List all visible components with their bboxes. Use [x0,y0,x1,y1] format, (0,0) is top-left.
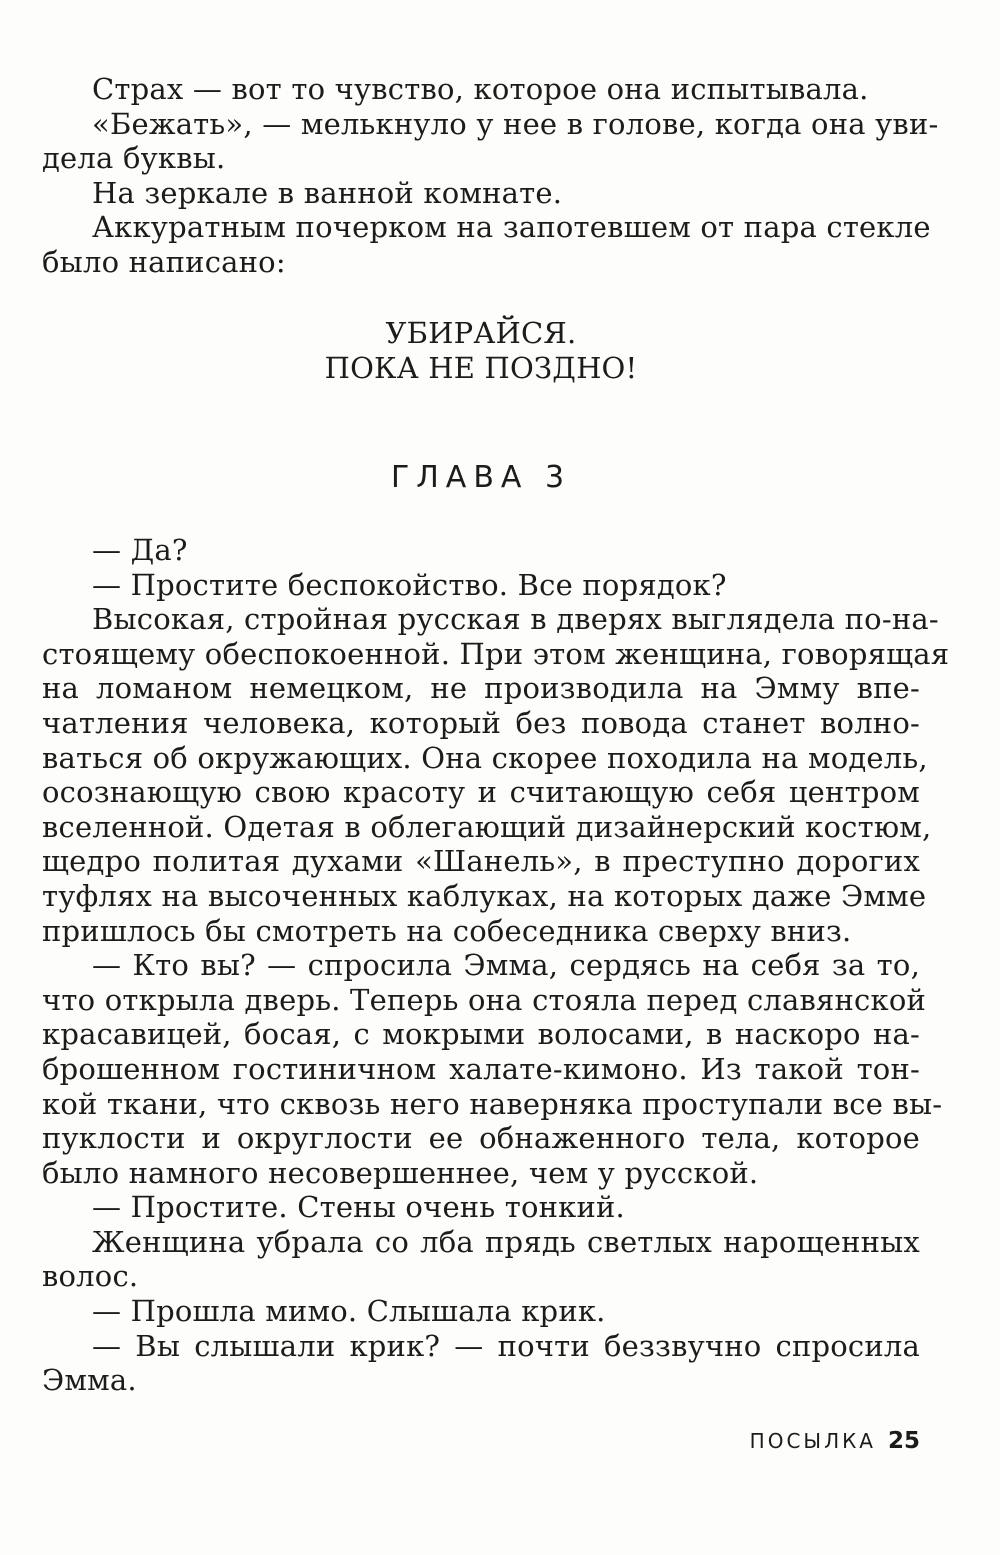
text-line: пришлось бы смотреть на собеседника сверху вниз. [42,913,852,948]
text-line: На зеркале в ванной комнате. [92,175,563,210]
text-line: брошенном гостиничном халате-кимоно. Из такой тон- [42,1051,920,1086]
page-number: 25 [887,1428,920,1454]
paragraph-block-1 [42,72,939,280]
text-line: на ломаном немецком, не производила на Эмму впе- [42,671,920,706]
text-line: Высокая, стройная русская в дверях выглядела по-на- [92,602,939,637]
text-line: было намного несовершеннее, чем у русской. [42,1155,759,1190]
text-line: стоящему обеспокоенной. При этом женщина, говорящая [42,636,950,671]
text-line: «Бежать», — мелькнуло у нее в голове, когда она уви- [92,106,939,141]
paragraph-block-2 [42,533,950,1398]
text-line: — Простите. Стены очень тонкий. [92,1190,625,1225]
text-line: осознающую свою красоту и считающую себя центром [42,775,920,810]
text-line: туфлях на высоченных каблуках, на которых даже Эмме [42,878,927,913]
text-line: дела буквы. [42,141,226,176]
running-title: ПОСЫЛКА [749,1429,876,1453]
text-line: чатления человека, который без повода станет волно- [42,705,920,740]
text-line: кой ткани, что сквозь него наверняка проступали все вы- [42,1086,943,1121]
text-line: — Да? [92,533,188,567]
mirror-message-line: ПОКА НЕ ПОЗДНО! [324,350,638,385]
text-line: — Прошла мимо. Слышала крик. [92,1294,606,1329]
chapter-heading: ГЛАВА 3 [390,460,572,495]
text-line: щедро политая духами «Шанель», в преступно дорогих [42,844,920,879]
text-line: Женщина убрала со лба прядь светлых нарощенных [92,1224,920,1259]
text-line: красавицей, босая, с мокрыми волосами, в наскоро на- [42,1017,920,1052]
text-line: — Простите беспокойство. Все порядок? [92,567,727,602]
text-line: Страх — вот то чувство, которое она испытывала. [92,72,869,106]
text-line: пуклости и округлости ее обнаженного тела, которое [42,1121,920,1156]
text-line: что открыла дверь. Теперь она стояла перед славянской [42,982,927,1017]
mirror-message [42,316,920,385]
text-line: вселенной. Одетая в облегающий дизайнерский костюм, [42,809,932,844]
text-line: было написано: [42,244,286,279]
page-footer [750,1428,920,1454]
text-line: ваться об окружающих. Она скорее походила на модель, [42,740,928,775]
text-line: — Кто вы? — спросила Эмма, сердясь на себя за то, [92,948,920,983]
mirror-message-line: УБИРАЙСЯ. [385,316,577,350]
text-line: Аккуратным почерком на запотевшем от пара стекле [92,210,931,245]
text-line: — Вы слышали крик? — почти беззвучно спросила [92,1328,920,1363]
text-line: волос. [42,1259,139,1294]
text-line: Эмма. [42,1363,137,1398]
